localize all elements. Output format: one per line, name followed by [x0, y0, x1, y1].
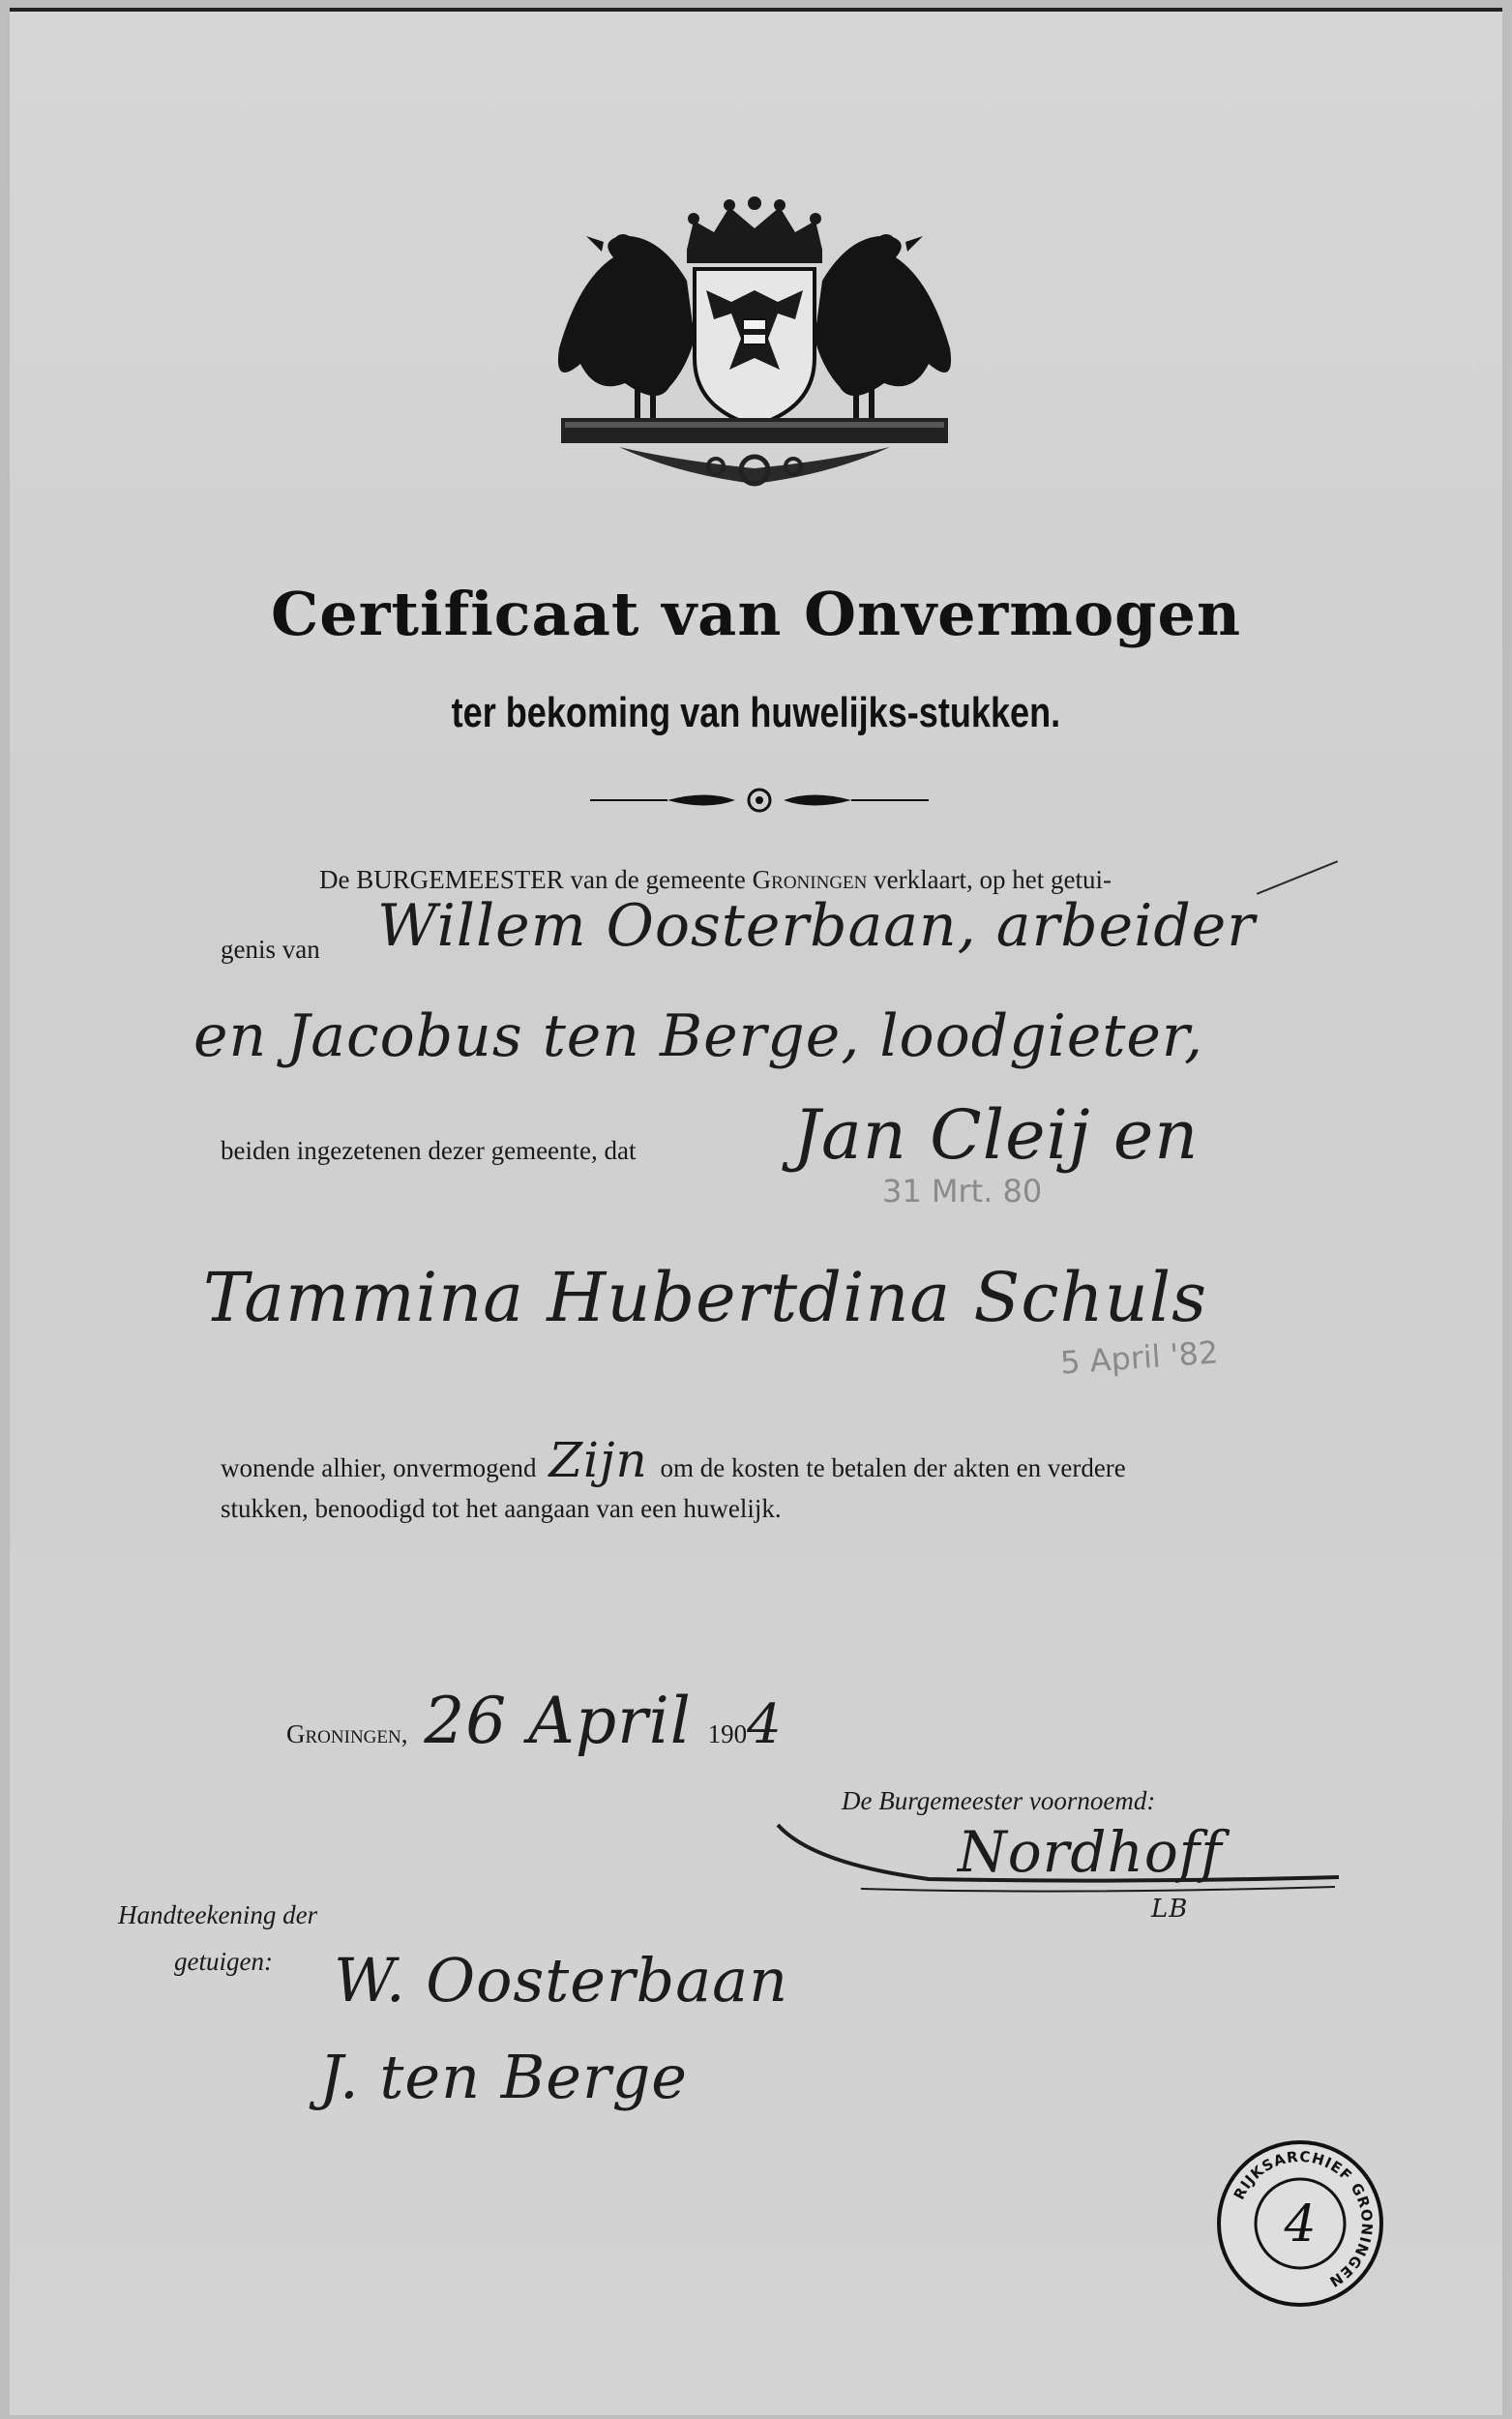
decorative-divider — [590, 786, 929, 815]
pencil-note-groom: 31 Mrt. 80 — [882, 1173, 1043, 1210]
intro-verklaart: verklaart, op het getui- — [874, 865, 1112, 894]
stamp-text: RIJKSARCHIEF GRONINGEN — [1230, 2147, 1377, 2291]
intro-city: Groningen — [752, 865, 868, 894]
pencil-note-bride: 5 April '82 — [1058, 1333, 1220, 1382]
dateline-year-handwritten: 4 — [747, 1693, 783, 1756]
certificate-subtitle: ter bekoming van huwelijks-stukken. — [451, 689, 1061, 736]
wonende-text: wonende alhier, onvermogend — [221, 1453, 537, 1482]
stukken-text: stukken, benoodigd tot het aangaan van een huwelijk. — [221, 1494, 782, 1523]
dateline-place: Groningen, — [286, 1719, 408, 1748]
groom-handwritten: Jan Cleij en — [793, 1095, 1200, 1175]
coat-of-arms-emblem — [542, 194, 967, 503]
intro-van-de-gemeente: van de gemeente — [570, 865, 746, 894]
witnesses-label-line1: Handteekening der — [118, 1900, 318, 1929]
kosten-text: om de kosten te betalen der akten en verdere — [660, 1453, 1126, 1482]
mayor-signature-flourish — [774, 1815, 1345, 1902]
dateline-handwritten-date: 26 April — [424, 1684, 692, 1758]
bride-handwritten: Tammina Hubertdina Schuls — [203, 1258, 1208, 1337]
witness2-signature: J. ten Berge — [319, 2042, 688, 2112]
witness1-handwritten: Willem Oosterbaan, arbeider — [377, 892, 1256, 960]
witness2-handwritten: en Jacobus ten Berge, loodgieter, — [193, 1002, 1204, 1070]
beiden-text: beiden ingezetenen dezer gemeente, dat — [221, 1136, 637, 1165]
zijn-handwritten: Zijn — [548, 1432, 648, 1488]
stamp-number: 4 — [1284, 2195, 1317, 2254]
wonende-line — [221, 1432, 1126, 1488]
dateline-year-printed: 190 — [707, 1719, 748, 1748]
intro-burgemeester: BURGEMEESTER — [356, 865, 564, 894]
witnesses-label-line2: getuigen: — [174, 1947, 273, 1976]
archive-stamp — [1215, 2138, 1385, 2309]
witness1-signature: W. Oosterbaan — [334, 1945, 789, 2016]
mayor-signature: Nordhoff — [958, 1819, 1223, 1885]
mayor-initials: LB — [1151, 1895, 1189, 1924]
mayor-label: De Burgemeester voornoemd: — [842, 1786, 1156, 1815]
declaration-line-1 — [319, 865, 1112, 895]
intro-de: De — [319, 865, 350, 894]
dateline — [286, 1684, 783, 1758]
certificate-title: Certificaat van Onvermogen — [270, 579, 1242, 649]
genis-van-label: genis van — [221, 935, 320, 964]
